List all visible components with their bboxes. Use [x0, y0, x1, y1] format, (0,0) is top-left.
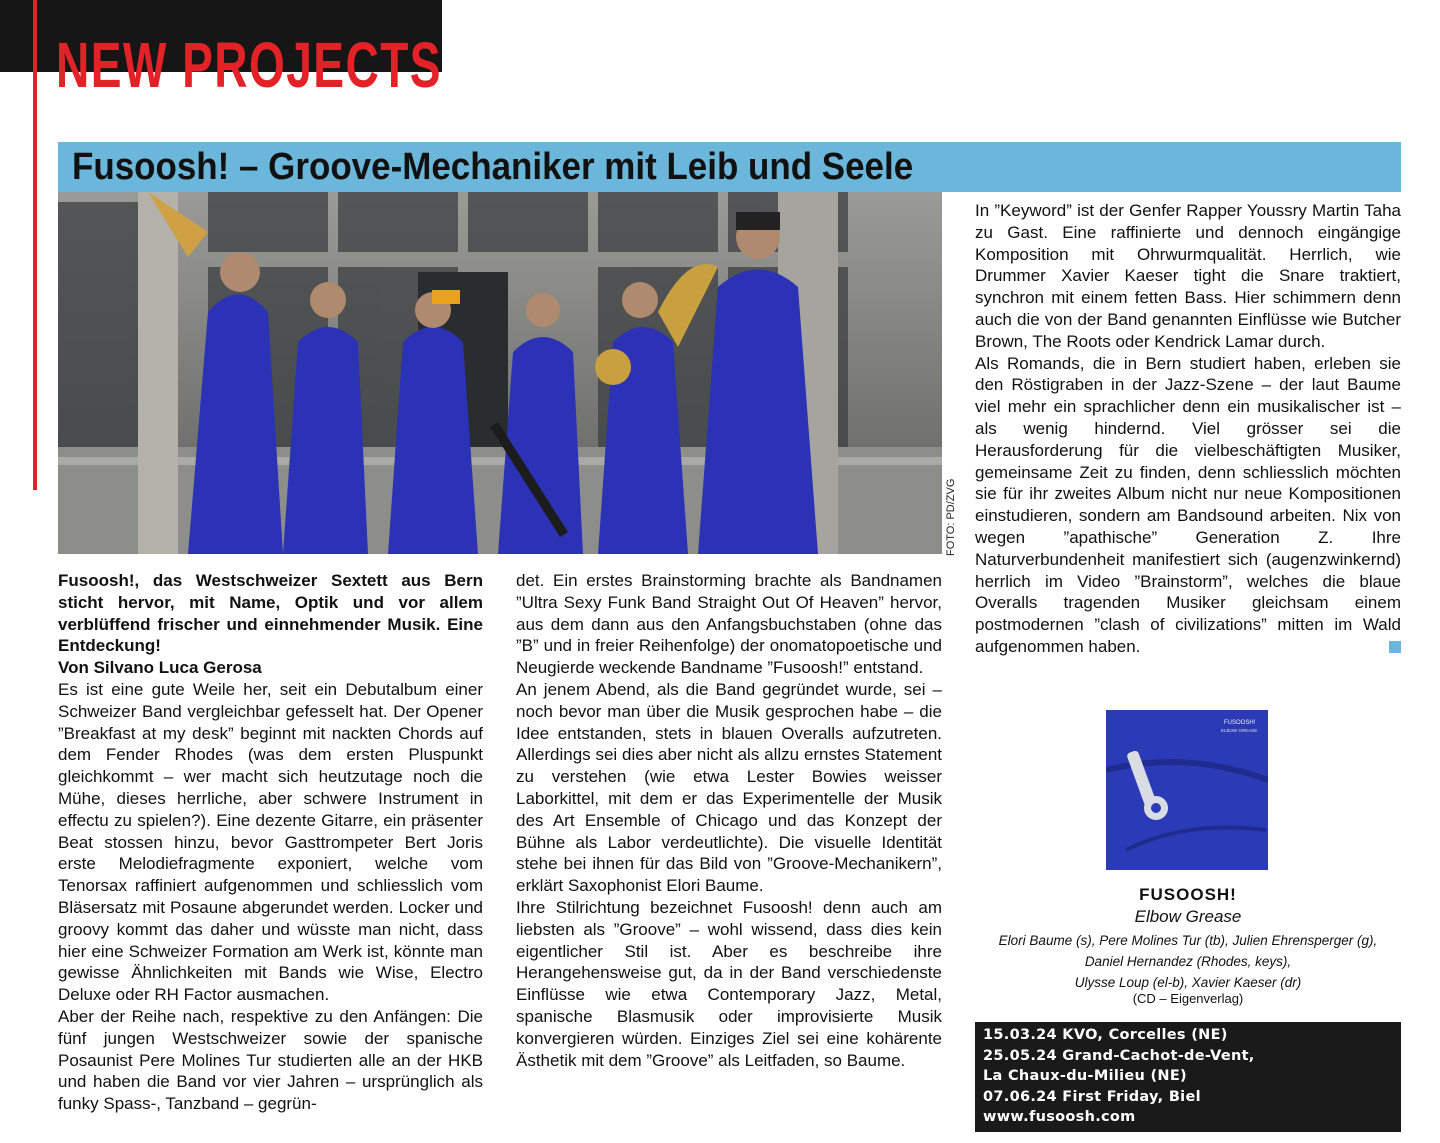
cd-album-title: Elbow Grease [1134, 907, 1242, 926]
paragraph [975, 353, 1401, 658]
svg-text:FUSOOSH!: FUSOOSH! [1224, 720, 1256, 726]
svg-text:ELBOW GREASE: ELBOW GREASE [1221, 728, 1258, 733]
byline: Von Silvano Luca Gerosa [58, 658, 262, 678]
paragraph: Ihre Stilrichtung bezeichnet Fusoosh! denn auch am liebsten als ”Groove” – wohl wissend, dass dies kein eigentlicher Stil ist. Aber es beschreibe ihre Herangehensweise gut, da in der Band verschiedenste Einflüsse wie etwa Contemporary Jazz, Metal, spanische Blasmusik oder improvisierte Musik konvergieren würden. Einziges Ziel sei eine kohärente Ästhetik mit dem ”Groove” als Leitfaden, so Baume. [516, 897, 942, 1070]
paragraph: An jenem Abend, als die Band gegründet wurde, sei – noch bevor man über die Musik gesprochen habe – die Idee entstanden, stets in blauen Overalls aufzutreten. Allerdings sei dies aber nicht als allzu ernstes Statement zu verstehen (wie etwa Lester Bowies weisser Laborkittel, mit dem er das Experimentelle der Musik des Art Ensemble of Chicago und das Konzept der Bühne als Labor verdeutlichte). Die visuelle Identität stehe bei ihnen für das Bild von ”Groove-Mechanikern”, erklärt Saxophonist Elori Baume. [516, 679, 942, 896]
article-column-3 [975, 200, 1401, 658]
end-of-article-mark [1389, 641, 1401, 653]
header-accent-line [33, 0, 37, 490]
tour-date: 15.03.24 KVO, Corcelles (NE) [983, 1027, 1228, 1043]
article-column-2 [516, 570, 942, 1071]
paragraph-text: Als Romands, die in Bern studiert haben, erleben sie den Röstigraben in der Jazz-Szene – der laut Baume viel mehr ein sprachlicher denn ein musikalischer ist – als wenig hindernd. Viel grösser sei die Herausforderung für die vielbeschäftigten Musiker, gemeinsame Zeit zu finden, denn schliesslich möchten sie für ihr zweites Album nicht nur neue Kompositionen einstudieren, sondern am Bandsound arbeiten. Nix von wegen ”apathische” Generation Z. Ihre Naturverbundenheit manifestiert sich (augenzwinkernd) herrlich im Video ”Brainstorm”, welches die blaue Overalls tragenden Musiker gleichsam einem postmodernen ”clash of civilizations” mitten im Wald aufgenommen haben. [975, 353, 1401, 656]
article-lead: Fusoosh!, das Westschweizer Sextett aus Bern sticht hervor, mit Name, Optik und vor allem verblüffend frischer und einnehmender Musik. Eine Entdeckung! [58, 571, 483, 656]
article-column-1 [58, 570, 483, 1115]
band-photo-illustration [58, 192, 942, 554]
tour-date: 25.05.24 Grand-Cachot-de-Vent, [983, 1048, 1255, 1064]
credit-line: Daniel Hernandez (Rhodes, keys), [1084, 954, 1292, 969]
paragraph: In ”Keyword” ist der Genfer Rapper Youssry Martin Taha zu Gast. Eine raffinierte und dennoch eingängige Komposition mit Ohrwurmqualität. Herrlich, wie Drummer Xavier Kaeser tight die Snare traktiert, synchron mit einem fetten Bass. Hier schimmern denn auch die von der Band genannten Einflüsse wie Butcher Brown, The Roots oder Kendrick Lamar durch. [975, 201, 1401, 351]
cd-cover [1106, 710, 1268, 870]
tour-date: 07.06.24 First Friday, Biel [983, 1089, 1201, 1105]
paragraph: Es ist eine gute Weile her, seit ein Debutalbum einer Schweizer Band vergleichbar gefesselt hat. Der Opener ”Breakfast at my desk” beginnt mit nackten Chords auf dem Fender Rhodes (was dem ersten Pluspunkt gleichkommt – wer macht sich heutzutage noch die Mühe, dieses herrliche, aber schwere Instrument in effectu zu spielen?). Eine dezente Gitarre, ein präsenter Beat stossen hinzu, bevor Gasttrompeter Bert Joris erste Melodiefragmente exponiert, welche vom Tenorsax raffiniert aufgenommen und schliesslich vom Bläsersatz mit Posaune abgerundet werden. Locker und groovy kommt das daher und wüsste man nicht, dass hier eine Schweizer Formation am Werk ist, könnte man gewisse Ähnlichkeiten mit Bands wie Wise, Electro Deluxe oder RH Factor ausmachen. [58, 679, 483, 1005]
cd-artist: FUSOOSH! [1139, 885, 1237, 904]
paragraph: det. Ein erstes Brainstorming brachte als Bandnamen ”Ultra Sexy Funk Band Straight Out Of Heaven” hervor, aus dem dann aus den Anfangsbuchstaben (ohne das ”B” und in freier Reihenfolge) der onomatopoetische und Neugierde weckende Bandname ”Fusoosh!” entstand. [516, 571, 942, 678]
paragraph: Aber der Reihe nach, respektive zu den Anfängen: Die fünf jungen Westschweizer sowie der spanische Posaunist Pere Molines Tur studierten alle an der HKB und haben die Band vor vier Jahren – ursprünglich als funky Spass-, Tanzband – gegrün- [58, 1006, 483, 1114]
tour-date-location: La Chaux-du-Milieu (NE) [983, 1068, 1187, 1084]
photo-credit: FOTO: PD/ZVG [945, 478, 957, 556]
band-website: www.fusoosh.com [983, 1109, 1136, 1125]
tour-dates-box [975, 1022, 1401, 1132]
section-label: NEW PROJECTS [56, 29, 442, 101]
band-photo [58, 192, 942, 554]
cd-credits [975, 930, 1401, 993]
cd-cover-illustration [1106, 710, 1268, 870]
cd-label: (CD – Eigenverlag) [1132, 991, 1244, 1006]
article-title: Fusoosh! – Groove-Mechaniker mit Leib und Seele [72, 146, 914, 188]
credit-line: Ulysse Loup (el-b), Xavier Kaeser (dr) [1074, 975, 1302, 990]
credit-line: Elori Baume (s), Pere Molines Tur (tb), Julien Ehrensperger (g), [998, 933, 1378, 948]
